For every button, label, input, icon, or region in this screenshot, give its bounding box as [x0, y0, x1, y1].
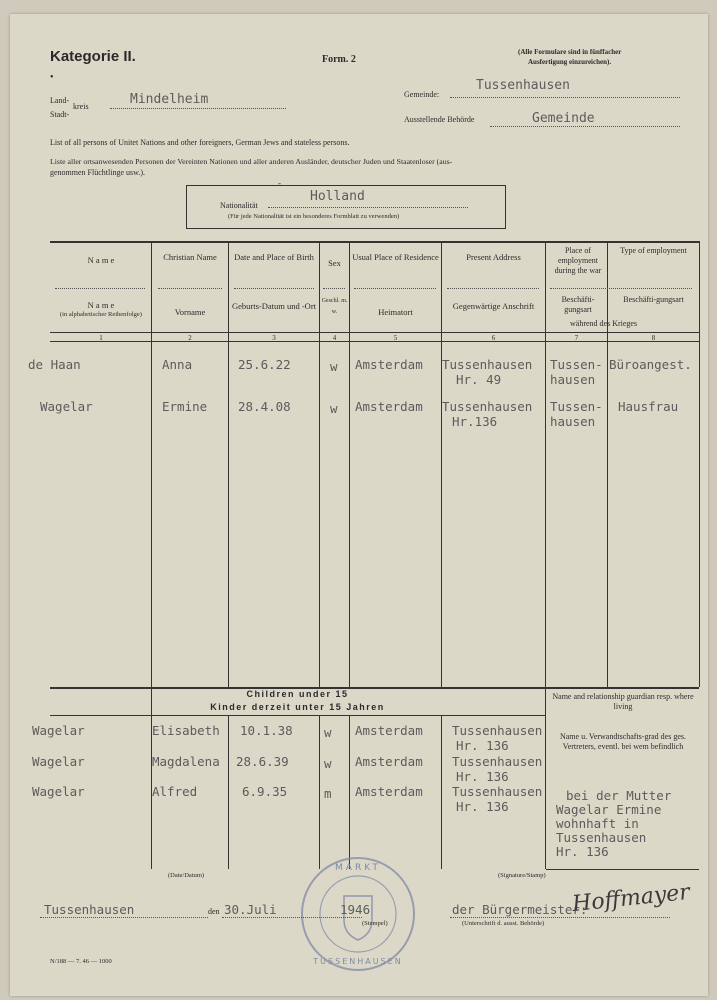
form-number: Form. 2 — [322, 54, 356, 65]
guardian-line-3: wohnhaft in — [556, 816, 639, 831]
handwritten-signature: Hoffmayer — [571, 879, 691, 918]
col1-num: 1 — [99, 334, 103, 342]
guardian-line-2: Wagelar Ermine — [556, 802, 662, 817]
col1-de-sub: (in alphabetischer Reihenfolge) — [60, 311, 142, 318]
child2-birth: 28.6.39 — [236, 754, 289, 769]
col3-en: Date and Place of Birth — [234, 252, 314, 262]
hdr-sep-6 — [447, 288, 539, 289]
col6-en: Present Address — [466, 252, 521, 262]
row1-residence: Amsterdam — [355, 357, 423, 372]
children-title-rule — [50, 715, 545, 716]
hdr-sep-2 — [158, 288, 222, 289]
child2-first: Magdalena — [152, 754, 220, 769]
hdr-sep-4 — [323, 288, 345, 289]
children-title-de: Kinder derzeit unter 15 Jahren — [210, 702, 385, 712]
row1-type: Büroangest. — [609, 357, 692, 372]
col8-num: 8 — [651, 334, 656, 342]
child2-address-2: Hr. 136 — [456, 769, 509, 784]
footer-place: Tussenhausen — [44, 902, 135, 917]
child1-first: Elisabeth — [152, 723, 220, 738]
guardian-line-1: bei der Mutter — [566, 788, 672, 803]
child3-address-2: Hr. 136 — [456, 799, 509, 814]
row1-address-2: Hr. 49 — [456, 372, 502, 387]
row1-sex: w — [330, 359, 338, 374]
form-page — [10, 14, 708, 996]
child1-address-1: Tussenhausen — [452, 723, 543, 738]
date-line — [222, 917, 362, 918]
kreis-label: kreis — [73, 102, 89, 111]
category-title: Kategorie II. — [50, 48, 136, 65]
land-label: Land- — [50, 96, 70, 105]
kreis-line — [110, 108, 286, 109]
row2-place-2: hausen — [550, 414, 596, 429]
col2-num: 2 — [188, 334, 192, 342]
nationality-line — [268, 207, 468, 208]
col7-de: Beschäfti-gungsart — [561, 295, 595, 314]
child3-sex: m — [324, 786, 332, 801]
row2-address-1: Tussenhausen — [442, 399, 533, 414]
print-code: N/188 — 7. 46 — 1000 — [50, 958, 112, 965]
col5-num: 5 — [393, 334, 398, 342]
child2-residence: Amsterdam — [355, 754, 423, 769]
mayor-line — [450, 917, 670, 918]
children-title-en: Children under 15 — [246, 689, 349, 699]
col4-de: Geschl. m. w. — [321, 298, 348, 315]
child1-address-2: Hr. 136 — [456, 738, 509, 753]
col6-num: 6 — [491, 334, 496, 342]
behoerde-value: Gemeinde — [532, 111, 595, 126]
hdr-sep-7 — [550, 288, 692, 289]
intro-german-2: genommen Flüchtlinge usw.). — [50, 168, 146, 177]
col2-en: Christian Name — [163, 252, 217, 262]
row1-birth: 25.6.22 — [238, 357, 291, 372]
col-line-5b — [441, 715, 442, 869]
row2-first: Ermine — [162, 399, 208, 414]
col-line-3b — [319, 715, 320, 869]
behoerde-line — [490, 126, 680, 127]
guardian-de: Name u. Verwandtschafts-grad des ges. Vertreters, eventl. bei wem befindlich — [559, 732, 687, 751]
copies-note-1: (Alle Formulare sind in fünffacher — [518, 48, 622, 56]
table-top-rule — [50, 241, 699, 243]
nationality-note: (Für jede Nationalität ist ein besonderes Formblatt zu verwenden) — [228, 213, 400, 220]
child2-sex: w — [324, 756, 332, 771]
child3-first: Alfred — [152, 784, 198, 799]
col4-num: 4 — [332, 334, 337, 342]
hdr-sep-5 — [354, 288, 436, 289]
child1-birth: 10.1.38 — [240, 723, 293, 738]
child1-name: Wagelar — [32, 723, 85, 738]
col3-de: Geburts-Datum und -Ort — [231, 301, 317, 311]
gemeinde-line — [450, 97, 680, 98]
table-right-edge — [699, 241, 700, 687]
row2-sex: w — [330, 401, 338, 416]
hdr-sep-1 — [55, 288, 145, 289]
den-label: den — [208, 907, 220, 916]
stadt-label: Stadt- — [50, 110, 70, 119]
hdr-sep-3 — [234, 288, 314, 289]
stamp-bottom-text: TUSSENHAUSEN — [313, 957, 403, 966]
guardian-en: Name and relationship guardian resp. where living — [552, 692, 694, 711]
guardian-bottom-rule — [546, 869, 699, 870]
intro-german-1: Liste aller ortsanwesenden Personen der Vereinten Nationen und aller anderen Ausländer, deutscher Juden und Staatenloser (aus- — [50, 157, 453, 166]
col8-en: Type of employment — [620, 246, 687, 255]
child3-name: Wagelar — [32, 784, 85, 799]
col2-de: Vorname — [174, 307, 206, 317]
col1-de: N a m e — [87, 300, 115, 310]
row2-name: Wagelar — [40, 399, 93, 414]
mark-dash: - — [278, 178, 281, 188]
date-label: (Date/Datum) — [168, 872, 205, 879]
row1-first: Anna — [162, 357, 193, 372]
copies-note-2: Ausfertigung einzureichen). — [528, 58, 612, 66]
child3-address-1: Tussenhausen — [452, 784, 543, 799]
kreis-value: Mindelheim — [130, 92, 209, 107]
bullet-mark: • — [50, 72, 54, 83]
guardian-line-5: Hr. 136 — [556, 844, 609, 859]
footer-date: 30.Juli — [224, 902, 277, 917]
gemeinde-label: Gemeinde: — [404, 90, 440, 99]
mayor-label: der Bürgermeister: — [452, 902, 588, 917]
row1-place-1: Tussen- — [550, 357, 603, 372]
child2-name: Wagelar — [32, 754, 85, 769]
row2-place-1: Tussen- — [550, 399, 603, 414]
footer-year: 1946 — [340, 902, 371, 917]
col6-de: Gegenwärtige Anschrift — [452, 301, 535, 311]
nationality-value: Holland — [310, 189, 365, 204]
guardian-line-4: Tussenhausen — [556, 830, 647, 845]
behoerde-label: Ausstellende Behörde — [404, 115, 475, 124]
row1-place-2: hausen — [550, 372, 596, 387]
child3-birth: 6.9.35 — [242, 784, 288, 799]
row1-name: de Haan — [28, 357, 81, 372]
col-line-2b — [228, 715, 229, 869]
col3-num: 3 — [272, 334, 276, 342]
employment-shared-de: während des Krieges — [570, 319, 638, 328]
col-line-4b — [349, 715, 350, 869]
stamp-top-text: MARKT — [335, 863, 381, 873]
col7-num: 7 — [574, 334, 579, 342]
row2-type: Hausfrau — [618, 399, 679, 414]
row2-residence: Amsterdam — [355, 399, 423, 414]
col1-en: N a m e — [87, 255, 115, 265]
stempel-label: (Stempel) — [362, 920, 388, 927]
col4-en: Sex — [328, 258, 341, 268]
col5-en: Usual Place of Residence — [352, 252, 439, 262]
row2-birth: 28.4.08 — [238, 399, 291, 414]
child1-sex: w — [324, 725, 332, 740]
unterschrift-label: (Unterschrift d. ausst. Behörde) — [462, 920, 545, 927]
row1-address-1: Tussenhausen — [442, 357, 533, 372]
row2-address-2: Hr.136 — [452, 414, 498, 429]
place-line — [40, 917, 208, 918]
nationality-label: Nationalität — [220, 201, 258, 210]
child1-residence: Amsterdam — [355, 723, 423, 738]
col7-en: Place of employment during the war — [554, 246, 602, 275]
child2-address-1: Tussenhausen — [452, 754, 543, 769]
col8-de: Beschäfti-gungsart — [623, 295, 684, 304]
col5-de: Heimatort — [378, 307, 413, 317]
child3-residence: Amsterdam — [355, 784, 423, 799]
intro-english: List of all persons of Unitet Nations and other foreigners, German Jews and stateless persons. — [50, 138, 350, 147]
gemeinde-value: Tussenhausen — [476, 78, 570, 93]
signature-label: (Signature/Stamp) — [498, 872, 546, 879]
